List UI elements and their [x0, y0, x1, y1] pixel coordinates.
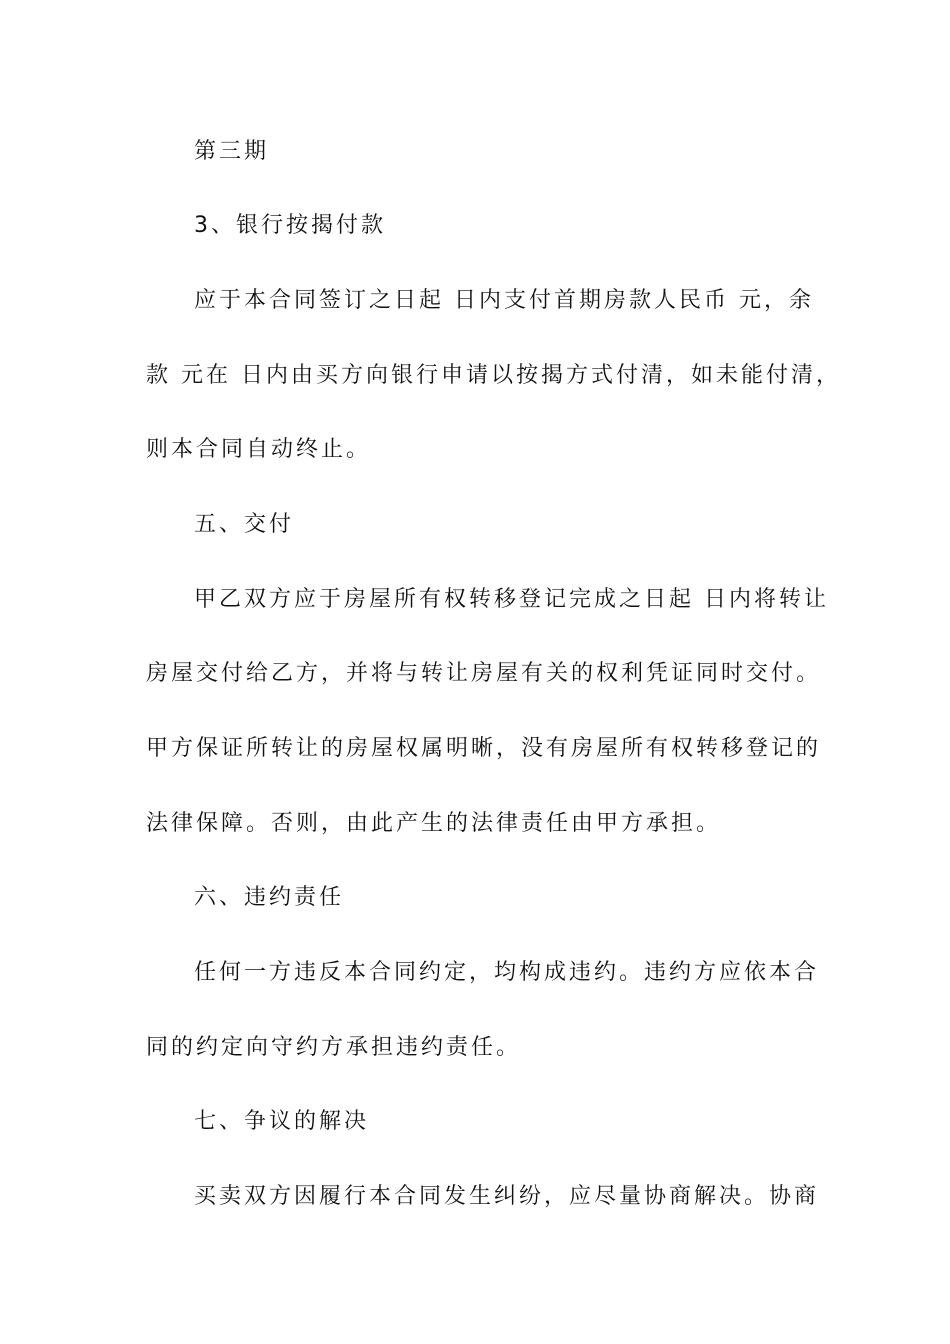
- clause-heading-bank-mortgage: 3、银行按揭付款: [194, 213, 386, 238]
- paragraph-line: 法律保障。否则，由此产生的法律责任由甲方承担。: [146, 811, 722, 836]
- paragraph-line: 甲乙双方应于房屋所有权转移登记完成之日起 日内将转让: [194, 587, 829, 612]
- paragraph-line: 款 元在 日内由买方向银行申请以按揭方式付清，如未能付清，: [146, 363, 841, 388]
- paragraph-line: 任何一方违反本合同约定，均构成违约。违约方应依本合: [194, 960, 820, 985]
- paragraph-line: 同的约定向守约方承担违约责任。: [146, 1035, 522, 1060]
- section-heading-dispute-resolution: 七、争议的解决: [194, 1109, 370, 1134]
- section-heading-breach-liability: 六、违约责任: [194, 885, 345, 910]
- section-heading-delivery: 五、交付: [194, 512, 295, 537]
- paragraph-line: 应于本合同签订之日起 日内支付首期房款人民币 元，余: [194, 288, 814, 313]
- paragraph-line: 房屋交付给乙方，并将与转让房屋有关的权利凭证同时交付。: [146, 661, 822, 686]
- paragraph-line: 甲方保证所转让的房屋权属明晰，没有房屋所有权转移登记的: [146, 736, 822, 761]
- paragraph-line: 则本合同自动终止。: [146, 437, 372, 462]
- section-heading-third-installment: 第三期: [194, 139, 270, 164]
- paragraph-line: 买卖双方因履行本合同发生纠纷，应尽量协商解决。协商: [194, 1184, 820, 1209]
